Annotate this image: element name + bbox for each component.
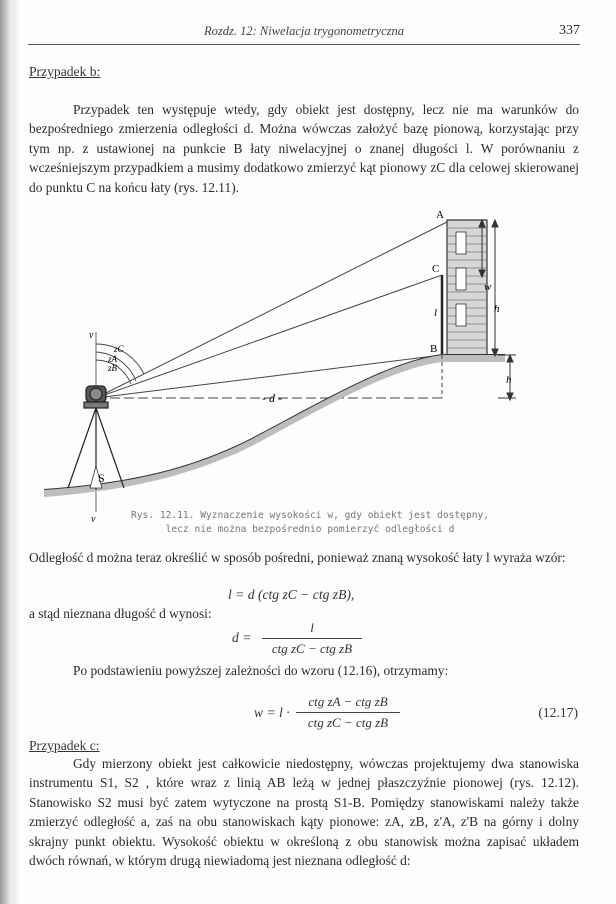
formula-l: l = d (ctg zC − ctg zB), <box>228 587 355 602</box>
label-A: A <box>436 209 444 221</box>
formula-d-denominator: ctg zC − ctg zB <box>262 638 362 657</box>
label-zC: zC <box>114 344 124 354</box>
case-b-heading: Przypadek b: <box>29 64 101 79</box>
formula-d-numerator: l <box>310 620 314 635</box>
object-column <box>447 220 487 356</box>
label-l: l <box>434 307 438 319</box>
label-v-bottom: v <box>91 514 96 525</box>
text-d-intro: a stąd nieznana długość d wynosi: <box>29 606 212 621</box>
text-substitution: Po podstawieniu powyższej zależności do wzoru (12.16), otrzymamy: <box>73 663 449 678</box>
page-number: 337 <box>559 23 580 38</box>
case-c-heading: Przypadek c: <box>29 738 100 753</box>
formula-d-fraction <box>262 620 362 657</box>
label-v-top: v <box>89 330 94 341</box>
label-zB: zB <box>108 363 117 373</box>
case-b-paragraph: Przypadek ten występuje wtedy, gdy obiekt jest dostępny, lecz nie ma warunków do bezpośredniego zmierzenia odległości d. Można wówczas założyć bazę pionową, korzystając przy tym np. z ustawionej na punkcie B łaty niwelacyjnej o znanej długości l. W porównaniu z wcześniejszym przypadkiem a musimy dodatkowo zmierzyć kąt pionowy zC dla celowej skierowanej do punktu C na końcu łaty (rys. 12.11). <box>29 102 579 195</box>
caption-line-1: Rys. 12.11. Wyznaczenie wysokości w, gdy obiekt jest dostępny, <box>130 510 490 521</box>
text-after-figure: Odległość d można teraz określić w sposób pośredni, ponieważ znaną wysokość łaty l wyraża wzór: <box>29 550 566 565</box>
formula-w-numerator: ctg zA − ctg zB <box>308 694 388 709</box>
equation-number: (12.17) <box>538 705 578 720</box>
formula-w-fraction <box>296 694 400 731</box>
label-B: B <box>430 343 438 355</box>
caption-line-2: lecz nie można bezpośrednio pomierzyć odległości d <box>165 524 455 535</box>
running-title: Rozdz. 12: Niwelacja trygonometryczna <box>204 24 404 38</box>
formula-d-lhs: d = <box>232 630 252 645</box>
label-S: S <box>98 471 105 485</box>
label-d: - d - <box>262 391 282 405</box>
formula-w-denominator: ctg zC − ctg zB <box>296 712 400 731</box>
label-w: w <box>484 281 492 293</box>
label-h-lower: h <box>506 374 512 386</box>
figure-caption <box>110 509 510 537</box>
label-h-upper: h <box>494 303 500 315</box>
label-C: C <box>432 263 440 275</box>
terrain-profile <box>44 355 505 490</box>
case-c-paragraph: Gdy mierzony obiekt jest całkowicie niedostępny, wówczas projektujemy dwa stanowiska instrumentu S1, S2 , które wraz z linią AB leżą w jednej płaszczyźnie pionowej (rys. 12.12). Stanowisko S2 musi być zatem wytyczone na prostą S1-B. Pomiędzy stanowiskami należy także zmierzyć odległość a, zaś na obu stanowiskach kąty pionowe: zA, zB, z'A, z'B na górny i dolny skrajny punkt obiektu. Wysokość obiektu w określoną z obu stanowisk można zapisać układem dwóch równań, w którym drugą niewiadomą jest nieznana odległość d: <box>29 756 579 869</box>
label-zA: zA <box>108 354 117 364</box>
formula-w-lhs: w = l · <box>254 705 290 720</box>
